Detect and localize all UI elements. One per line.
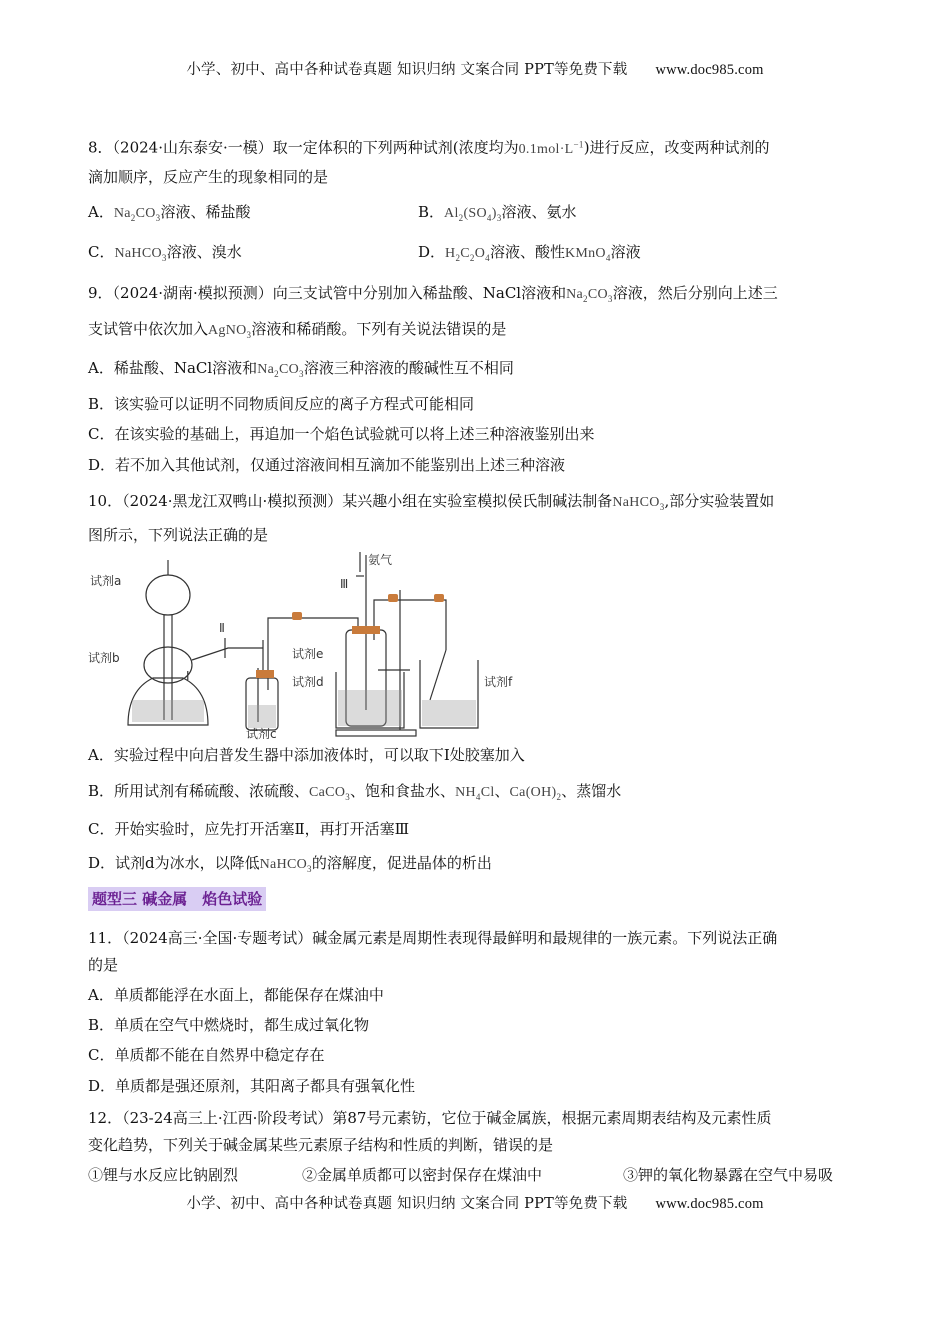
q8-option-d: D．$H_2C_2O_4$溶液、酸性KMnO$_4$溶液 — [418, 243, 641, 263]
q8-option-row-ab — [88, 201, 868, 229]
q11-option-a: A．单质都能浮在水面上，都能保存在煤油中 — [88, 986, 384, 1004]
q8-option-row-cd — [88, 241, 868, 269]
label-reagent-d: 试剂d — [292, 675, 324, 689]
q12-stem-line1: 12．（23-24高三上·江西·阶段考试）第87号元素钫，它位于碱金属族，根据元素周期表结构及元素性质 — [88, 1109, 772, 1127]
q9-option-c: C．在该实验的基础上，再追加一个焰色试验就可以将上述三种溶液鉴别出来 — [88, 425, 595, 443]
q8-concentration: $0.1mol\cdot L^{-1}$ — [518, 139, 584, 157]
label-reagent-a: 试剂a — [90, 574, 122, 588]
q10-option-a: A．实验过程中向启普发生器中添加液体时，可以取下Ⅰ处胶塞加入 — [88, 746, 525, 764]
q12-statement-1: ①锂与水反应比钠剧烈 — [88, 1166, 239, 1184]
section-heading: 题型三 碱金属 焰色试验 — [88, 887, 266, 911]
q11-stem-line1: 11．（2024高三·全国·专题考试）碱金属元素是周期性表现得最鲜明和最规律的一族元素。下列说法正确 — [88, 929, 778, 947]
q8-option-a: A．$Na_2CO_3$溶液、稀盐酸 — [88, 203, 251, 223]
page-header — [0, 58, 950, 79]
header-site: www.doc985.com — [655, 62, 764, 78]
q10-option-b: B．所用试剂有稀硫酸、浓硫酸、CaCO$_3$、饱和食盐水、$NH_4Cl$、$Ca(OH)_2$、蒸馏水 — [88, 782, 622, 802]
q10-option-d: D．试剂d为冰水，以降低NaHCO$_3$的溶解度，促进晶体的析出 — [88, 854, 492, 874]
label-valve-1: Ⅰ — [186, 669, 190, 683]
q9-stem-line2: 支试管中依次加入AgNO$_3$溶液和稀硝酸。下列有关说法错误的是 — [88, 320, 507, 340]
label-reagent-c: 试剂c — [246, 727, 277, 740]
q8-stem-line1: 8．（2024·山东泰安·一模）取一定体积的下列两种试剂(浓度均为$0.1mol\cdot L^{-1}$)进行反应，改变两种试剂的 — [88, 138, 770, 157]
q12-stem-line2: 变化趋势，下列关于碱金属某些元素原子结构和性质的判断，错误的是 — [88, 1136, 554, 1154]
q11-option-b: B．单质在空气中燃烧时，都生成过氧化物 — [88, 1016, 370, 1034]
apparatus-figure — [88, 550, 518, 740]
q12-statement-2: ②金属单质都可以密封保存在煤油中 — [302, 1166, 543, 1184]
label-valve-3: Ⅲ — [340, 577, 349, 591]
q12-statements — [88, 1164, 868, 1186]
q10-option-c: C．开始实验时，应先打开活塞Ⅱ，再打开活塞Ⅲ — [88, 820, 410, 838]
label-reagent-b: 试剂b — [88, 651, 120, 665]
header-text: 小学、初中、高中各种试卷真题 知识归纳 文案合同 PPT等免费下载 — [186, 62, 628, 78]
label-reagent-f: 试剂f — [484, 675, 513, 689]
q8-option-b: B．$Al_2(SO_4)_3$溶液、氨水 — [418, 203, 577, 223]
q12-statement-3: ③钾的氧化物暴露在空气中易吸 — [623, 1166, 834, 1184]
q11-option-c: C．单质都不能在自然界中稳定存在 — [88, 1046, 325, 1064]
q8-option-c: C．NaHCO$_3$溶液、溴水 — [88, 243, 242, 263]
footer-site: www.doc985.com — [655, 1196, 764, 1212]
q11-stem-line2: 的是 — [88, 956, 119, 974]
apparatus-diagram — [88, 550, 518, 740]
q9-option-b: B．该实验可以证明不同物质间反应的离子方程式可能相同 — [88, 395, 475, 413]
label-reagent-e: 试剂e — [292, 647, 324, 661]
q9-stem-line1: 9．（2024·湖南·模拟预测）向三支试管中分别加入稀盐酸、NaCl溶液和$Na_2CO_3$溶液，然后分别向上述三 — [88, 284, 778, 304]
label-ammonia: 氨气 — [368, 553, 393, 567]
q9-option-d: D．若不加入其他试剂，仅通过溶液间相互滴加不能鉴别出上述三种溶液 — [88, 456, 566, 474]
label-valve-2: Ⅱ — [219, 621, 225, 635]
q10-stem-line1: 10．（2024·黑龙江双鸭山·模拟预测）某兴趣小组在实验室模拟侯氏制碱法制备NaHCO$_3$,部分实验装置如 — [88, 492, 775, 512]
q8-stem-line2: 滴加顺序，反应产生的现象相同的是 — [88, 168, 329, 186]
q9-option-a: A．稀盐酸、NaCl溶液和$Na_2CO_3$溶液三种溶液的酸碱性互不相同 — [88, 359, 514, 379]
footer-text: 小学、初中、高中各种试卷真题 知识归纳 文案合同 PPT等免费下载 — [186, 1196, 628, 1212]
q10-stem-line2: 图所示，下列说法正确的是 — [88, 526, 269, 544]
page-footer — [0, 1192, 950, 1213]
q11-option-d: D．单质都是强还原剂，其阳离子都具有强氧化性 — [88, 1077, 416, 1095]
